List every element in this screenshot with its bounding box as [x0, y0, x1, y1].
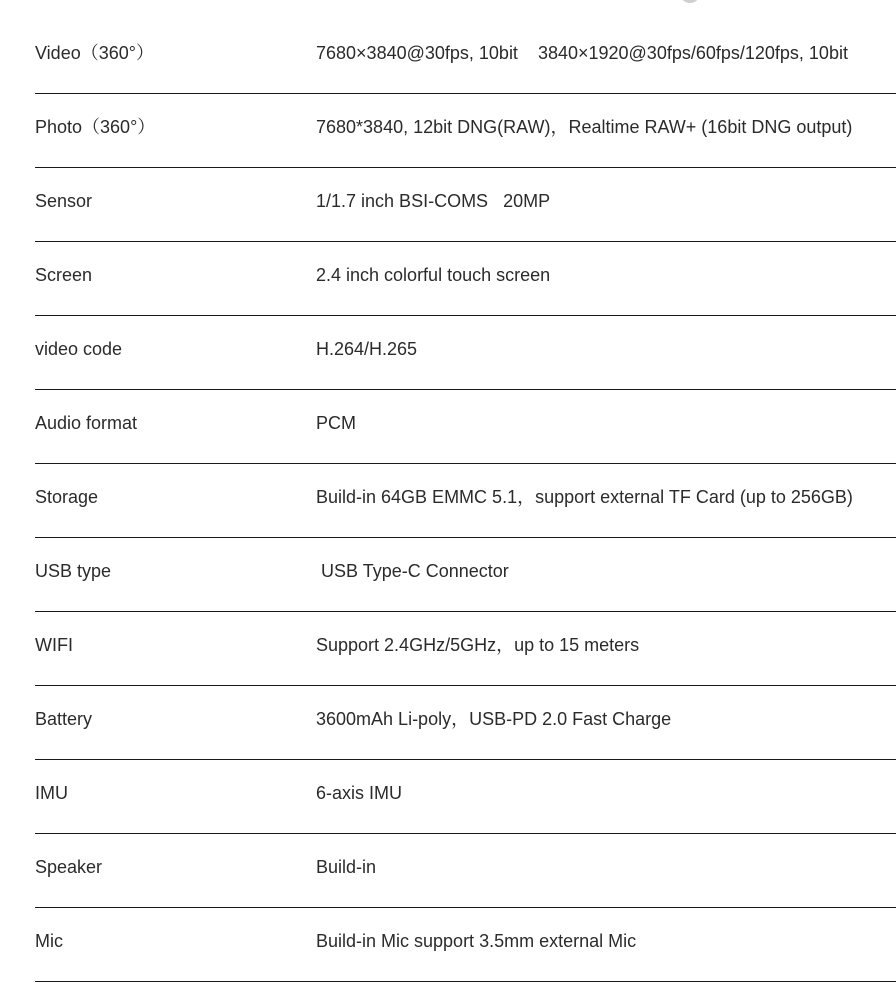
spec-label: WIFI [35, 635, 73, 655]
spec-row-wifi [35, 612, 896, 686]
spec-label: Speaker [35, 857, 103, 877]
spec-row-speaker [35, 834, 896, 908]
spec-label: Storage [35, 487, 99, 507]
spec-value: 6-axis IMU [316, 783, 403, 803]
spec-row-sensor [35, 168, 896, 242]
spec-label: Battery [35, 709, 93, 729]
spec-value: 7680×3840@30fps, 10bit 3840×1920@30fps/60fps/120fps, 10bit [316, 43, 848, 63]
spec-table [35, 20, 896, 982]
spec-label: Screen [35, 265, 93, 285]
spec-label: IMU [35, 783, 68, 803]
spec-label: Mic [35, 931, 63, 951]
spec-value: PCM [316, 413, 356, 433]
spec-row-video [35, 20, 896, 94]
spec-row-screen [35, 242, 896, 316]
spec-label: Video（360°） [35, 43, 154, 63]
spec-value: Build-in Mic support 3.5mm external Mic [316, 931, 637, 951]
spec-value: 2.4 inch colorful touch screen [316, 265, 551, 285]
spec-label: Sensor [35, 191, 93, 211]
spec-row-usb-type [35, 538, 896, 612]
spec-row-mic [35, 908, 896, 982]
spec-value: 1/1.7 inch BSI-COMS 20MP [316, 191, 551, 211]
spec-value: Build-in 64GB EMMC 5.1，support external TF Card (up to 256GB) [316, 487, 853, 507]
spec-value: 3600mAh Li-poly，USB-PD 2.0 Fast Charge [316, 709, 672, 729]
spec-label: USB type [35, 561, 112, 581]
cropped-heading-fragment [680, 0, 700, 3]
spec-label: video code [35, 339, 123, 359]
spec-value: 7680*3840, 12bit DNG(RAW)，Realtime RAW+ (16bit DNG output) [316, 117, 853, 137]
spec-value: Support 2.4GHz/5GHz，up to 15 meters [316, 635, 640, 655]
spec-row-battery [35, 686, 896, 760]
spec-row-imu [35, 760, 896, 834]
spec-value: USB Type-C Connector [316, 561, 509, 581]
spec-label: Photo（360°） [35, 117, 156, 137]
spec-value: H.264/H.265 [316, 339, 418, 359]
spec-row-photo [35, 94, 896, 168]
spec-value: Build-in [316, 857, 377, 877]
spec-row-storage [35, 464, 896, 538]
spec-label: Audio format [35, 413, 138, 433]
spec-row-audio-format [35, 390, 896, 464]
spec-row-video-code [35, 316, 896, 390]
